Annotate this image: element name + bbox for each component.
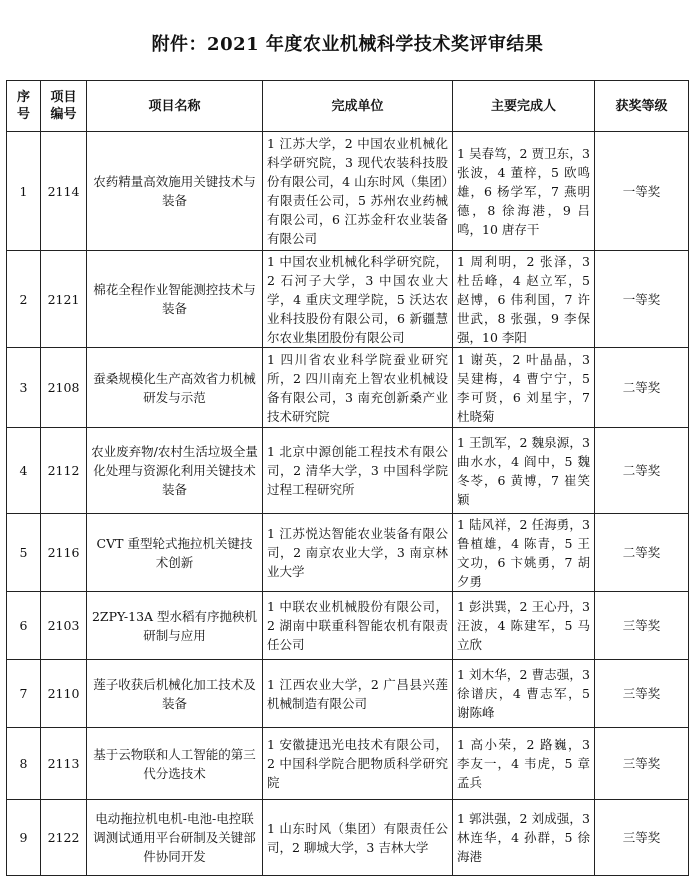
cell-units: 1 中国农业机械化科学研究院，2 石河子大学，3 中国农业大学，4 重庆文理学院，5 沃达农业科技股份有限公司，6 新疆慧尔农业集团股份有限公司: [263, 251, 453, 348]
header-units: 完成单位: [263, 81, 453, 132]
cell-units: 1 江苏悦达智能农业装备有限公司，2 南京农业大学，3 南京林业大学: [263, 514, 453, 592]
cell-project-name: 农药精量高效施用关键技术与装备: [87, 132, 263, 251]
cell-people: 1 彭洪巽，2 王心丹，3 汪波，4 陈建军，5 马立欣: [453, 592, 595, 660]
cell-code: 2114: [41, 132, 87, 251]
cell-people: 1 谢英，2 叶晶晶，3 吴建梅，4 曹宁宁，5 李可贤，6 刘星宇，7 杜晓菊: [453, 348, 595, 428]
cell-people: 1 吴春笃，2 贾卫东，3 张波，4 董梓，5 欧鸣雄，6 杨学军，7 燕明德，8 徐海港，9 吕鸣，10 唐存干: [453, 132, 595, 251]
cell-seq: 5: [7, 514, 41, 592]
cell-seq: 7: [7, 660, 41, 728]
cell-project-name: 莲子收获后机械化加工技术及装备: [87, 660, 263, 728]
cell-people: 1 周利明，2 张泽，3 杜岳峰，4 赵立军，5 赵博，6 伟利国，7 许世武，8 张强，9 李保强，10 李阳: [453, 251, 595, 348]
cell-seq: 9: [7, 800, 41, 876]
cell-project-name: 基于云物联和人工智能的第三代分选技术: [87, 728, 263, 800]
cell-level: 一等奖: [595, 251, 689, 348]
awards-table: [6, 80, 689, 876]
table-row: [7, 728, 689, 800]
cell-project-name: CVT 重型轮式拖拉机关键技术创新: [87, 514, 263, 592]
cell-people: 1 刘木华，2 曹志强，3 徐谱庆，4 曹志军，5 谢陈峰: [453, 660, 595, 728]
header-code: 项目编号: [41, 81, 87, 132]
cell-people: 1 高小荣，2 路巍，3 李友一，4 韦虎，5 章孟兵: [453, 728, 595, 800]
document-title: 附件：2021 年度农业机械科学技术奖评审结果: [151, 34, 544, 55]
cell-project-name: 蚕桑规模化生产高效省力机械研发与示范: [87, 348, 263, 428]
cell-units: 1 山东时风（集团）有限责任公司，2 聊城大学，3 吉林大学: [263, 800, 453, 876]
table-row: [7, 592, 689, 660]
cell-code: 2110: [41, 660, 87, 728]
cell-people: 1 郭洪强，2 刘成强，3 林连华，4 孙群，5 徐海港: [453, 800, 595, 876]
table-row: [7, 132, 689, 251]
cell-people: 1 陆风祥，2 任海勇，3 鲁植雄，4 陈青，5 王文功，6 卞姚勇，7 胡夕勇: [453, 514, 595, 592]
cell-units: 1 中联农业机械股份有限公司，2 湖南中联重科智能农机有限责任公司: [263, 592, 453, 660]
cell-seq: 1: [7, 132, 41, 251]
cell-level: 三等奖: [595, 592, 689, 660]
cell-units: 1 江西农业大学，2 广昌县兴莲机械制造有限公司: [263, 660, 453, 728]
header-people: 主要完成人: [453, 81, 595, 132]
cell-project-name: 电动拖拉机电机-电池-电控联调测试通用平台研制及关键部件协同开发: [87, 800, 263, 876]
cell-units: 1 北京中源创能工程技术有限公司，2 清华大学，3 中国科学院过程工程研究所: [263, 428, 453, 514]
table-row: [7, 251, 689, 348]
header-seq: 序号: [7, 81, 41, 132]
cell-code: 2113: [41, 728, 87, 800]
cell-seq: 4: [7, 428, 41, 514]
cell-code: 2116: [41, 514, 87, 592]
cell-code: 2112: [41, 428, 87, 514]
cell-units: 1 江苏大学，2 中国农业机械化科学研究院，3 现代农装科技股份有限公司，4 山东时风（集团）有限责任公司，5 苏州农业药械有限公司，6 江苏金秆农业装备有限公司: [263, 132, 453, 251]
table-header-row: [7, 81, 689, 132]
header-name: 项目名称: [87, 81, 263, 132]
cell-people: 1 王凯军，2 魏泉源，3 曲水水，4 阎中，5 魏冬苓，6 黄博，7 崔笑颖: [453, 428, 595, 514]
cell-code: 2122: [41, 800, 87, 876]
table-row: [7, 514, 689, 592]
cell-code: 2103: [41, 592, 87, 660]
cell-level: 三等奖: [595, 800, 689, 876]
cell-level: 二等奖: [595, 348, 689, 428]
cell-level: 二等奖: [595, 428, 689, 514]
cell-code: 2108: [41, 348, 87, 428]
cell-project-name: 2ZPY-13A 型水稻有序抛秧机研制与应用: [87, 592, 263, 660]
cell-seq: 2: [7, 251, 41, 348]
header-level: 获奖等级: [595, 81, 689, 132]
table-row: [7, 800, 689, 876]
cell-seq: 8: [7, 728, 41, 800]
cell-seq: 3: [7, 348, 41, 428]
cell-level: 三等奖: [595, 728, 689, 800]
cell-level: 三等奖: [595, 660, 689, 728]
cell-seq: 6: [7, 592, 41, 660]
cell-level: 一等奖: [595, 132, 689, 251]
cell-project-name: 农业废弃物/农村生活垃圾全量化处理与资源化利用关键技术装备: [87, 428, 263, 514]
table-row: [7, 348, 689, 428]
cell-units: 1 四川省农业科学院蚕业研究所，2 四川南充上智农业机械设备有限公司，3 南充创新桑产业技术研究院: [263, 348, 453, 428]
table-row: [7, 660, 689, 728]
table-row: [7, 428, 689, 514]
cell-project-name: 棉花全程作业智能测控技术与装备: [87, 251, 263, 348]
cell-units: 1 安徽捷迅光电技术有限公司，2 中国科学院合肥物质科学研究院: [263, 728, 453, 800]
cell-code: 2121: [41, 251, 87, 348]
cell-level: 二等奖: [595, 514, 689, 592]
